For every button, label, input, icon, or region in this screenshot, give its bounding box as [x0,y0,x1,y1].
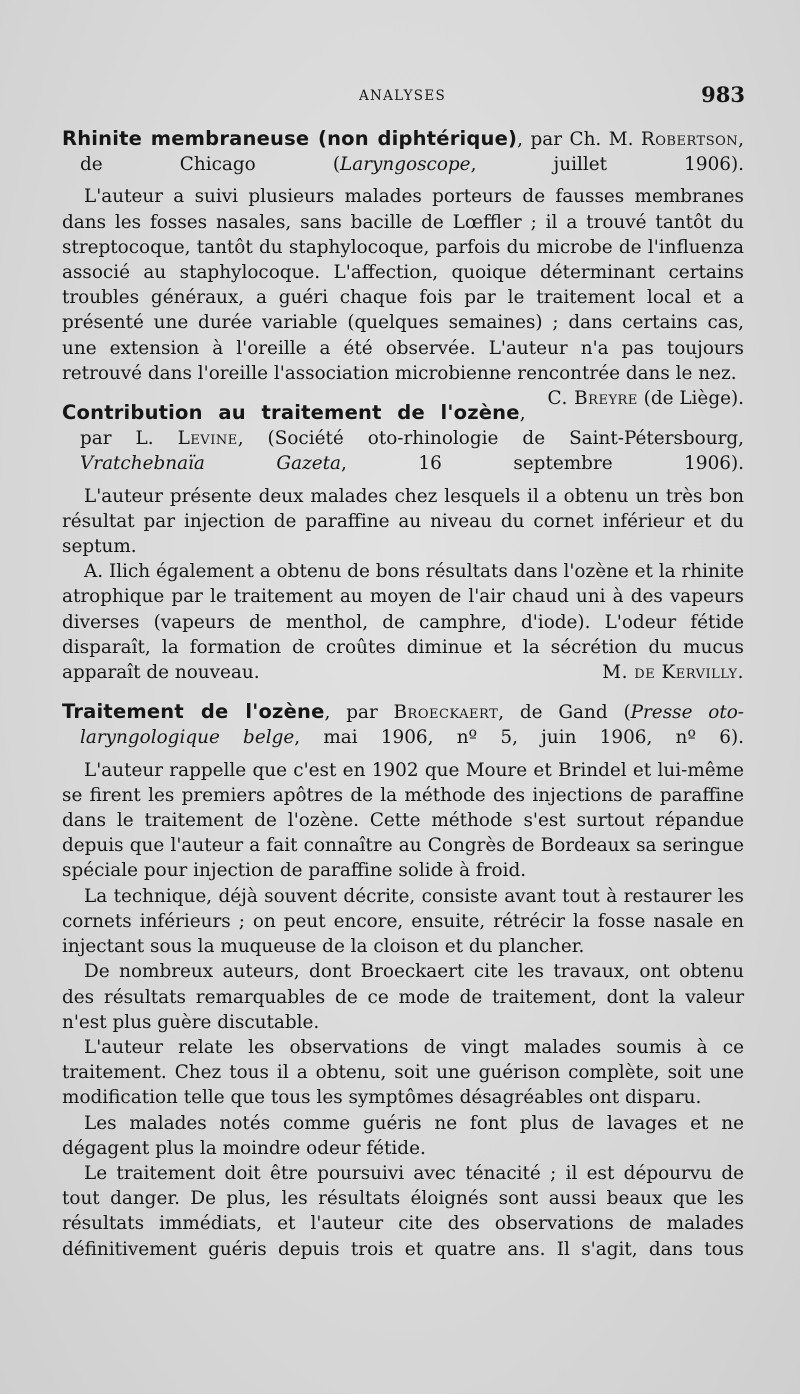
byline: , de Chicago ( [80,129,744,176]
article-body [62,758,744,1262]
paragraph: L'auteur relate les observations de vingt malades soumis à ce traitement. Chez tous il a obtenu, soit une guérison complète, soit une modification telle que tous les symptômes désagréables ont disparu. [62,1036,744,1109]
journal-name: Vratchebnaïa Gazeta [80,453,342,475]
article-body [62,184,744,410]
page-content [62,126,744,1276]
article-title: Rhinite membraneuse (non diphtérique) [62,127,518,150]
paragraph: L'auteur rappelle que c'est en 1902 que Moure et Brindel et lui-même se firent les premiers apôtres de la méthode des injections de paraffine dans le traitement de l'ozène. Cette méthode s'est surtout répandue depuis que l'auteur a fait connaître au Congrès de Bordeaux sa seringue spéciale pour injection de paraffine solide à froid. [62,759,744,882]
article-title: Contribution au traitement de l'ozène [62,401,520,425]
journal-name: Laryngoscope [340,154,471,176]
paragraph: A. Ilich également a obtenu de bons résultats dans l'ozène et la rhinite atrophique par le traitement au moyen de l'air chaud uni à des vapeurs diverses (vapeurs de menthol, de camphre, d'iode). L'odeur fétide disparaît, la formation de croûtes diminue et la sécrétion du mucus apparaît de nouveau. M. de Kervilly. [62,559,744,685]
article-traitement-ozene [62,699,744,1261]
byline: , 16 septembre 1906). [341,453,744,475]
byline: , (Société oto-rhinologie de Saint-Pétersbourg, [237,428,745,450]
article-contribution-ozene [62,400,744,685]
article-heading [62,400,744,477]
article-body [62,484,744,686]
byline: , de Gand ( [498,702,631,724]
byline: , par L. [80,403,526,450]
signature: C. Breyre (de Liège). [547,388,744,410]
byline: , par Ch. M. [517,129,641,150]
journal-name: Presse oto-laryngologique belge [80,702,745,749]
paragraph: La technique, déjà souvent décrite, consiste avant tout à restaurer les cornets inférieurs ; on peut encore, ensuite, rétrécir la fosse nasale en injectant sous la muqueuse de la cloison et du plancher. [62,885,744,958]
article-heading [62,699,744,750]
byline: , mai 1906, nº 5, juin 1906, nº 6). [294,727,744,749]
article-heading [62,126,744,177]
signature: M. de Kervilly. [602,662,744,684]
article-rhinite-membraneuse [62,126,744,410]
author-name: Robertson [640,129,739,150]
byline: , par [324,702,394,724]
paragraph: L'auteur a suivi plusieurs malades porteurs de fausses membranes dans les fosses nasales, sans bacille de Lœffler ; il a trouvé tantôt du streptocoque, tantôt du staphylocoque, parfois du microbe de l'influenza associé au staphylocoque. L'affection, quoique déterminant certains troubles généraux, a guéri chaque fois par le traitement local et a présenté une durée variable (quelques semaines) ; dans certains cas, une extension à l'oreille a été observée. L'auteur n'a pas toujours retrouvé dans l'oreille l'association microbienne rencontrée dans le nez. C. Breyre (de Liège). [62,184,744,386]
running-title: ANALYSES [358,88,447,104]
author-name: Levine [177,428,238,450]
paragraph: De nombreux auteurs, dont Broeckaert cite les travaux, ont obtenu des résultats remarquables de ce mode de traitement, dont la valeur n'est plus guère discutable. [62,961,744,1033]
paragraph: Les malades notés comme guéris ne font plus de lavages et ne dégagent plus la moindre odeur fétide. [62,1112,744,1159]
article-title: Traitement de l'ozène [62,700,325,724]
paragraph: Le traitement doit être poursuivi avec ténacité ; il est dépourvu de tout danger. De plus, les résultats éloignés sont aussi beaux que les résultats immédiats, et l'auteur cite des observations de malades définitivement guéris depuis trois et quatre ans. Il s'agit, dans tous [62,1162,744,1260]
page-number: 983 [701,82,745,107]
paragraph: L'auteur présente deux malades chez lesquels il a obtenu un très bon résultat par injection de paraffine au niveau du cornet inférieur et du septum. [62,485,744,558]
byline: , juillet 1906). [470,154,744,176]
page-header [60,82,745,112]
author-name: Broeckaert [393,702,499,724]
